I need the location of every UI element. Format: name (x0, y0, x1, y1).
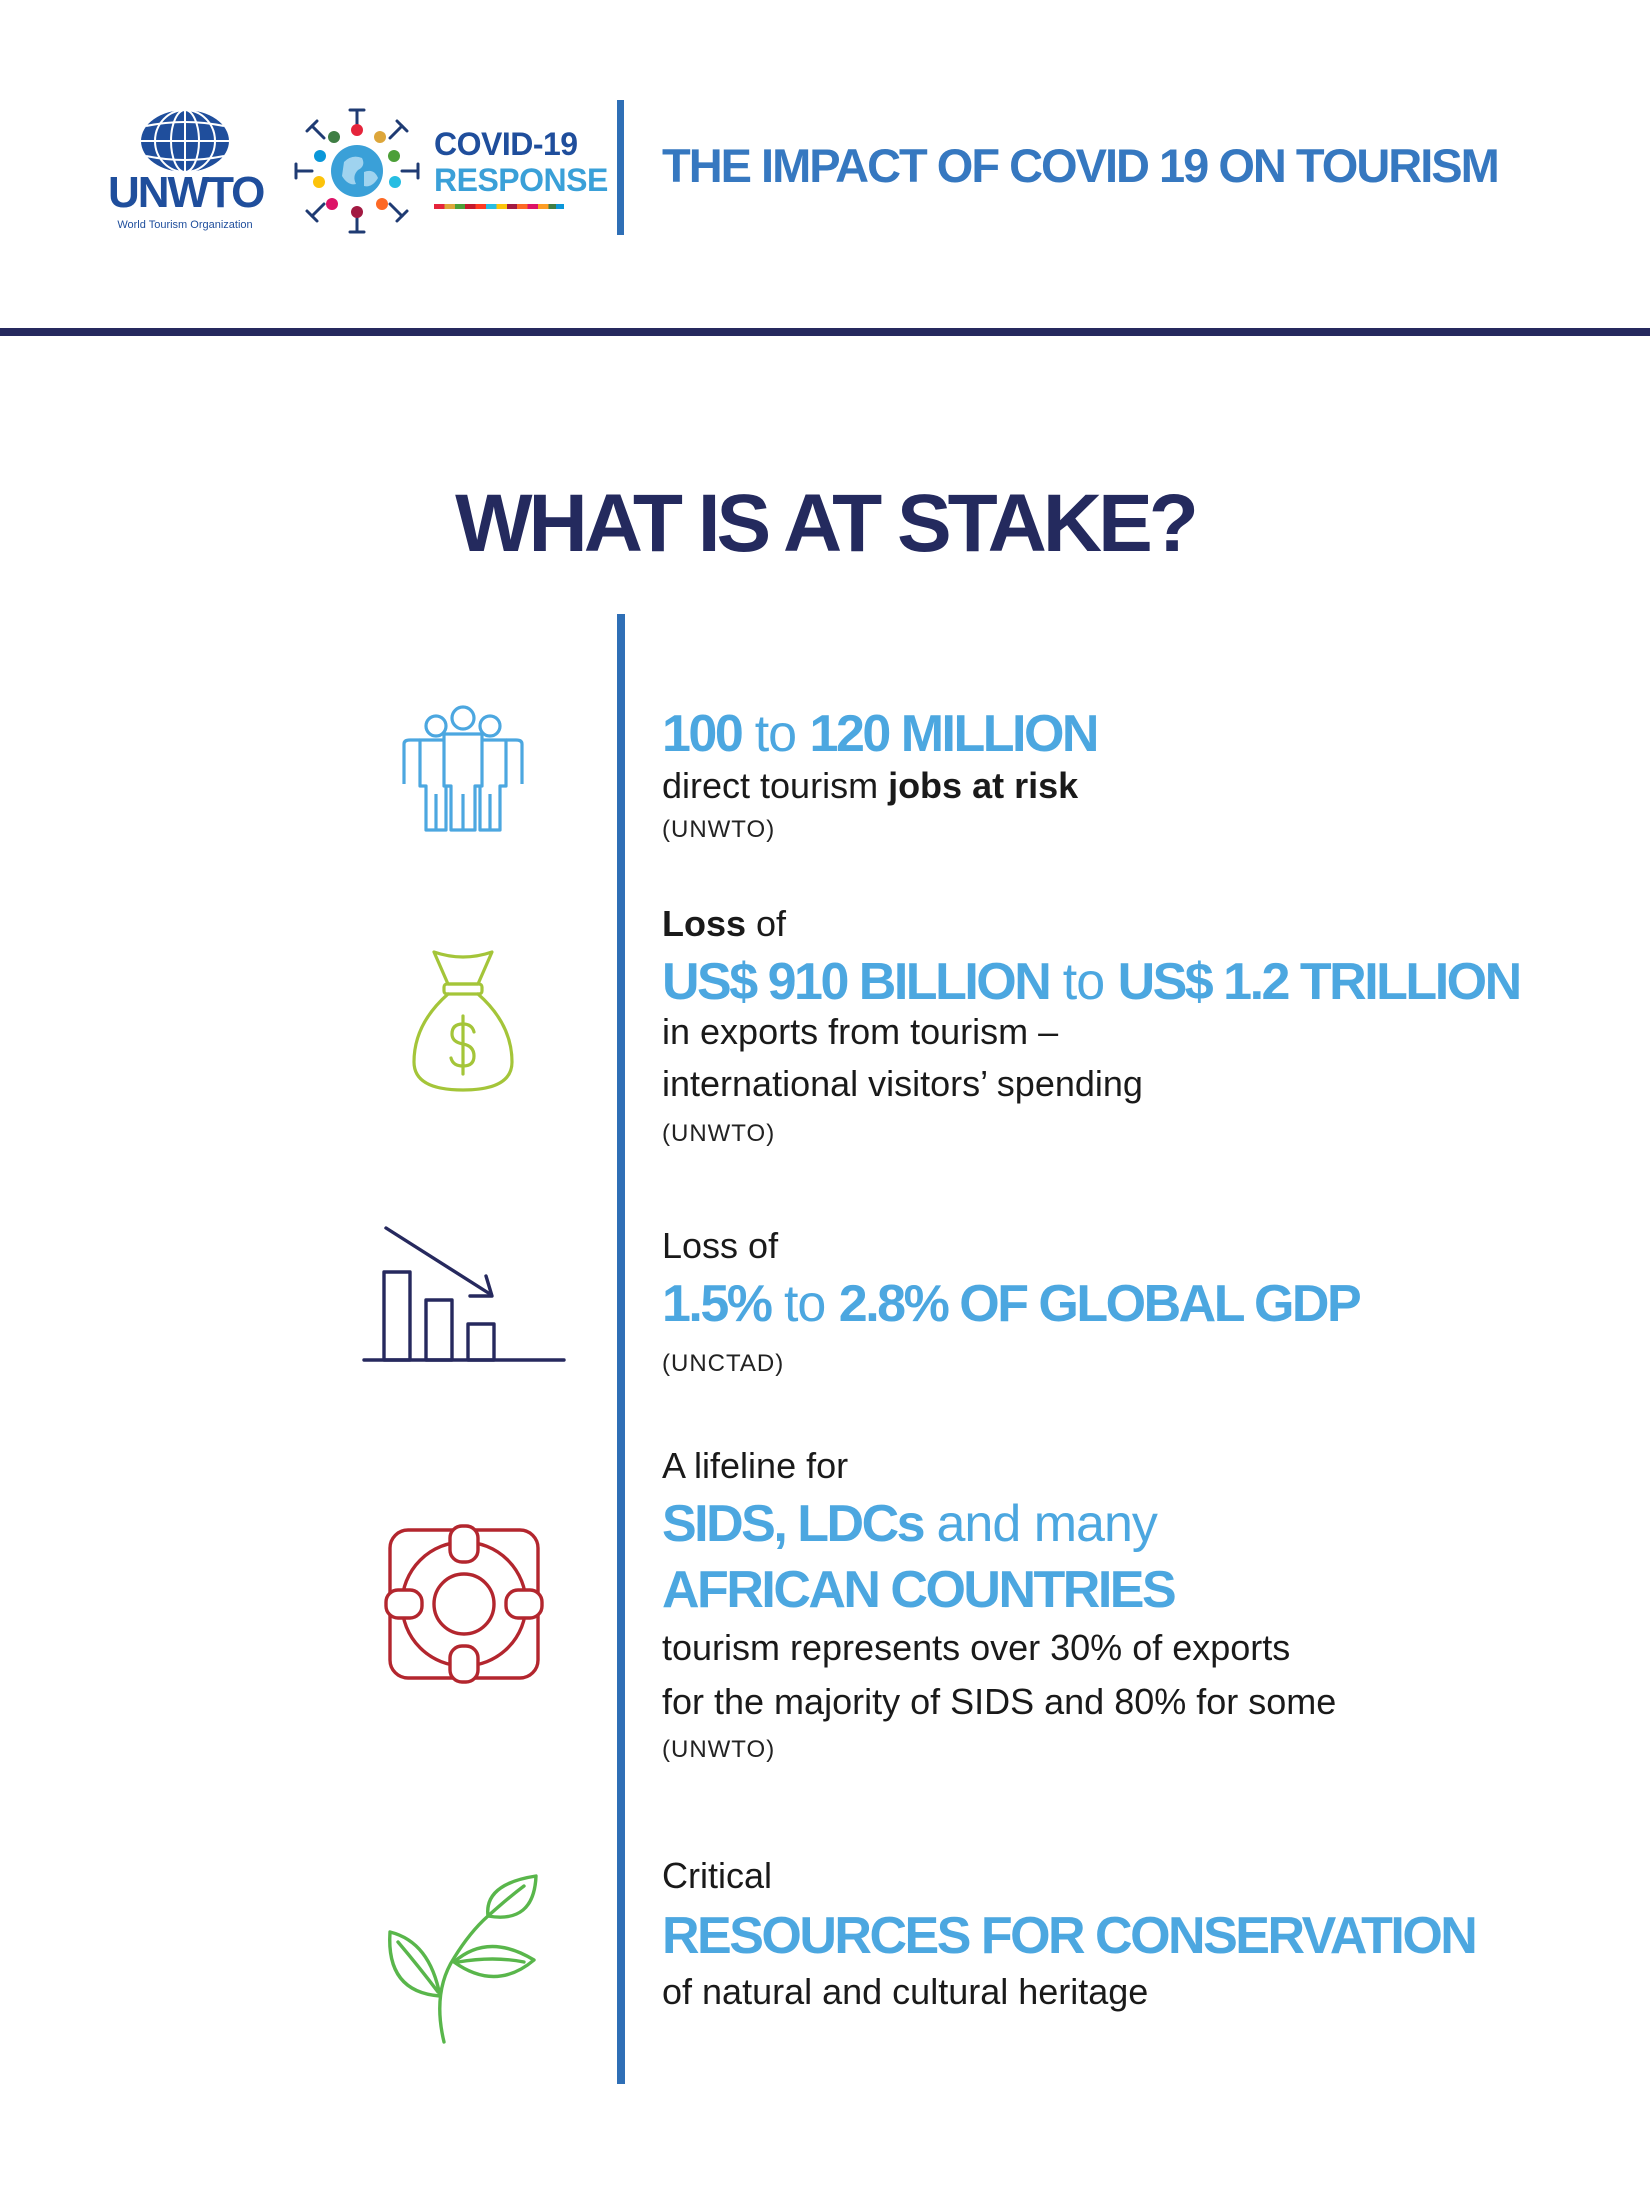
lifebuoy-icon (384, 1524, 544, 1684)
leaves-plant-icon (384, 1872, 542, 2044)
item3-headline (662, 1274, 1359, 1334)
item1-headline-b: 120 MILLION (809, 705, 1097, 763)
item1-body-bold: jobs at risk (888, 765, 1079, 806)
item4-headline-line2: AFRICAN COUNTRIES (662, 1561, 1175, 1619)
item4-body-line2: for the majority of SIDS and 80% for some (662, 1681, 1337, 1722)
item1-source: (UNWTO) (662, 816, 776, 843)
item4-source: (UNWTO) (662, 1736, 776, 1763)
item3-source: (UNCTAD) (662, 1350, 785, 1377)
item1-headline-a: 100 (662, 705, 742, 763)
item5-headline: RESOURCES FOR CONSERVATION (662, 1907, 1476, 1965)
item2-source: (UNWTO) (662, 1120, 776, 1147)
item2-headline-connector: to (1049, 953, 1118, 1011)
item5-lead: Critical (662, 1855, 773, 1896)
header-title: THE IMPACT OF COVID 19 ON TOURISM (662, 139, 1498, 192)
unwto-subtitle: World Tourism Organization (117, 219, 253, 231)
item3-headline-b: 2.8% OF GLOBAL GDP (838, 1275, 1360, 1333)
item2-headline (662, 952, 1520, 1012)
declining-bar-chart-icon (362, 1224, 566, 1364)
unwto-wordmark: UNWTO (108, 168, 264, 217)
item3-headline-a: 1.5% (662, 1275, 771, 1333)
center-vertical-rule (617, 614, 625, 2084)
unwto-logo (108, 104, 262, 234)
item2-body-line2: international visitors’ spending (662, 1063, 1143, 1104)
item2-headline-b: US$ 1.2 TRILLION (1117, 953, 1520, 1011)
covid-response-logo (292, 106, 608, 236)
sdg-color-bar (434, 204, 564, 209)
item4-body-line1: tourism represents over 30% of exports (662, 1627, 1291, 1668)
header-vertical-rule (617, 100, 624, 235)
item2-headline-a: US$ 910 BILLION (662, 953, 1050, 1011)
item4-headline-connector: and many (923, 1495, 1157, 1553)
item2-lead-rest: of (746, 903, 787, 944)
item1-headline (662, 704, 1097, 764)
item5-body: of natural and cultural heritage (662, 1971, 1149, 2012)
item4-lead: A lifeline for (662, 1445, 849, 1486)
item4-headline-a: SIDS, LDCs (662, 1495, 924, 1553)
covid-logo-line2: RESPONSE (434, 162, 608, 198)
item2-body-line1: in exports from tourism – (662, 1011, 1059, 1052)
item2-lead (662, 898, 786, 950)
item2-lead-bold: Loss (662, 903, 747, 944)
item3-headline-connector: to (770, 1275, 839, 1333)
item4-headline-line1 (662, 1494, 1157, 1554)
covid-logo-line1: COVID-19 (434, 126, 578, 162)
virus-people-ring-icon (292, 106, 422, 236)
item1-body-pre: direct tourism (662, 765, 889, 806)
people-group-icon (396, 704, 530, 834)
globe-icon (138, 108, 232, 174)
item3-lead: Loss of (662, 1225, 779, 1266)
item1-body (662, 760, 1078, 812)
main-heading: WHAT IS AT STAKE? (455, 478, 1195, 569)
item1-headline-connector: to (741, 705, 810, 763)
money-bag-icon (406, 944, 520, 1094)
header-divider (0, 328, 1650, 336)
